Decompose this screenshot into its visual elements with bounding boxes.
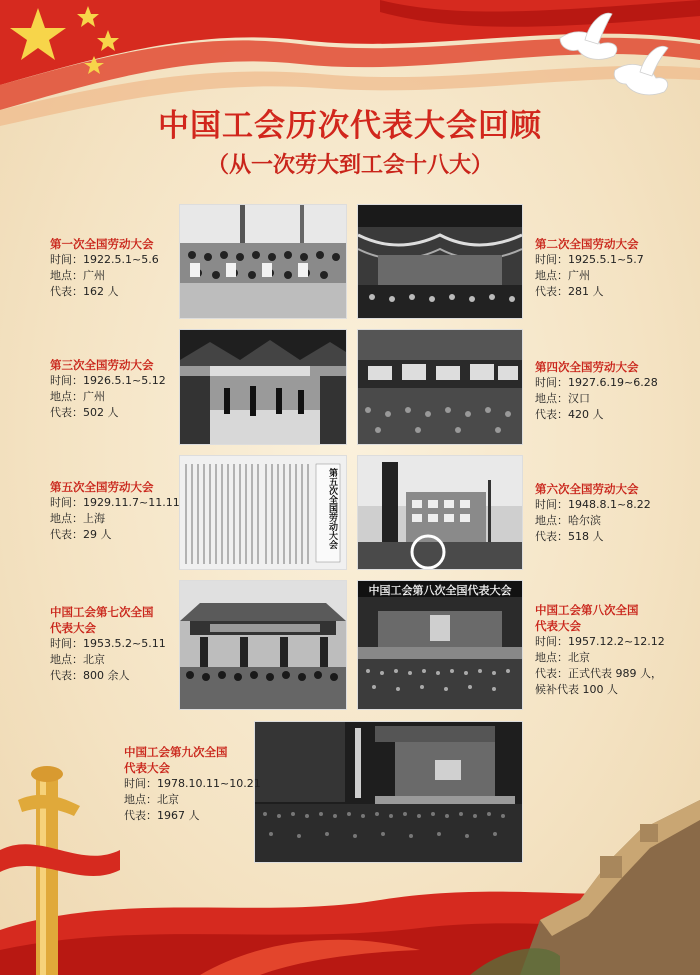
congress-time: 1978.10.11~10.21 bbox=[157, 777, 261, 790]
congress-time: 1957.12.2~12.12 bbox=[568, 635, 665, 648]
congress-title: 中国工会第七次全国 bbox=[50, 605, 154, 619]
congress-title: 中国工会第八次全国 bbox=[535, 603, 639, 617]
congress-delegates: 正式代表 989 人， bbox=[568, 667, 662, 680]
congress-title: 第三次全国劳动大会 bbox=[50, 358, 154, 372]
photo-congress-7 bbox=[179, 580, 347, 710]
photo-congress-4 bbox=[357, 329, 523, 445]
time-label: 时间： bbox=[50, 374, 83, 387]
congress-place: 北京 bbox=[568, 651, 590, 664]
caption-congress-8 bbox=[535, 602, 665, 698]
congress-time: 1953.5.2~5.11 bbox=[83, 637, 166, 650]
time-label: 时间： bbox=[50, 637, 83, 650]
congress-delegates: 518 人 bbox=[568, 530, 604, 543]
caption-congress-6 bbox=[535, 481, 651, 545]
congress-place: 北京 bbox=[83, 653, 105, 666]
photo-congress-2 bbox=[357, 204, 523, 319]
photo-congress-6 bbox=[357, 455, 523, 570]
congress-title: 中国工会第九次全国 bbox=[124, 745, 228, 759]
congress-time: 1926.5.1~5.12 bbox=[83, 374, 166, 387]
congress-delegates: 162 人 bbox=[83, 285, 119, 298]
delegates-label: 代表： bbox=[535, 285, 568, 298]
congress-place: 广州 bbox=[83, 390, 105, 403]
congress-place: 哈尔滨 bbox=[568, 514, 601, 527]
time-label: 时间： bbox=[50, 253, 83, 266]
congress-title: 第六次全国劳动大会 bbox=[535, 482, 639, 496]
photo-congress-1 bbox=[179, 204, 347, 319]
place-label: 地点： bbox=[535, 514, 568, 527]
congress-delegates: 502 人 bbox=[83, 406, 119, 419]
place-label: 地点： bbox=[50, 653, 83, 666]
congress-title-line2: 代表大会 bbox=[124, 761, 170, 775]
caption-congress-9 bbox=[124, 744, 261, 824]
place-label: 地点： bbox=[50, 512, 83, 525]
congress-title: 第二次全国劳动大会 bbox=[535, 237, 639, 251]
place-label: 地点： bbox=[50, 269, 83, 282]
congress-delegates: 1967 人 bbox=[157, 809, 200, 822]
delegates-label: 代表： bbox=[535, 408, 568, 421]
page-title: 中国工会历次代表大会回顾 bbox=[158, 108, 542, 144]
congress-delegates: 420 人 bbox=[568, 408, 604, 421]
caption-congress-4 bbox=[535, 359, 658, 423]
congress-title: 第四次全国劳动大会 bbox=[535, 360, 639, 374]
delegates-label: 代表： bbox=[50, 406, 83, 419]
congress-title-line2: 代表大会 bbox=[535, 619, 581, 633]
time-label: 时间： bbox=[535, 253, 568, 266]
place-label: 地点： bbox=[50, 390, 83, 403]
congress-time: 1925.5.1~5.7 bbox=[568, 253, 644, 266]
time-label: 时间： bbox=[124, 777, 157, 790]
delegates-label: 代表： bbox=[535, 530, 568, 543]
congress-time: 1929.11.7~11.11 bbox=[83, 496, 180, 509]
place-label: 地点： bbox=[535, 651, 568, 664]
place-label: 地点： bbox=[124, 793, 157, 806]
time-label: 时间： bbox=[535, 498, 568, 511]
delegates-label: 代表： bbox=[535, 667, 568, 680]
delegates-label: 代表： bbox=[124, 809, 157, 822]
congress-time: 1922.5.1~5.6 bbox=[83, 253, 159, 266]
congress-delegates-line2: 候补代表 100 人 bbox=[535, 683, 618, 696]
congress-title: 第一次全国劳动大会 bbox=[50, 237, 154, 251]
photo-congress-3 bbox=[179, 329, 347, 445]
photo-congress-8 bbox=[357, 580, 523, 710]
congress-time: 1948.8.1~8.22 bbox=[568, 498, 651, 511]
caption-congress-2 bbox=[535, 236, 644, 300]
caption-congress-7 bbox=[50, 604, 166, 684]
delegates-label: 代表： bbox=[50, 528, 83, 541]
caption-congress-3 bbox=[50, 357, 166, 421]
congress-title-line2: 代表大会 bbox=[50, 621, 96, 635]
delegates-label: 代表： bbox=[50, 669, 83, 682]
photo-8-banner: 中国工会第八次全国代表大会 bbox=[368, 584, 512, 597]
congress-place: 汉口 bbox=[568, 392, 590, 405]
caption-congress-1 bbox=[50, 236, 159, 300]
congress-place: 北京 bbox=[157, 793, 179, 806]
page-subtitle: （从一次劳大到工会十八大） bbox=[206, 153, 493, 178]
congress-delegates: 29 人 bbox=[83, 528, 112, 541]
congress-time: 1927.6.19~6.28 bbox=[568, 376, 658, 389]
place-label: 地点： bbox=[535, 392, 568, 405]
time-label: 时间： bbox=[535, 376, 568, 389]
congress-place: 广州 bbox=[83, 269, 105, 282]
congress-title: 第五次全国劳动大会 bbox=[50, 480, 154, 494]
congress-place: 上海 bbox=[83, 512, 105, 525]
photo-congress-9 bbox=[254, 721, 523, 863]
time-label: 时间： bbox=[50, 496, 83, 509]
caption-congress-5 bbox=[50, 479, 180, 543]
congress-delegates: 800 余人 bbox=[83, 669, 130, 682]
time-label: 时间： bbox=[535, 635, 568, 648]
delegates-label: 代表： bbox=[50, 285, 83, 298]
congress-delegates: 281 人 bbox=[568, 285, 604, 298]
congress-place: 广州 bbox=[568, 269, 590, 282]
place-label: 地点： bbox=[535, 269, 568, 282]
photo-5-caption: 第五次全国劳动大会 bbox=[327, 468, 337, 549]
photo-congress-5 bbox=[179, 455, 347, 570]
